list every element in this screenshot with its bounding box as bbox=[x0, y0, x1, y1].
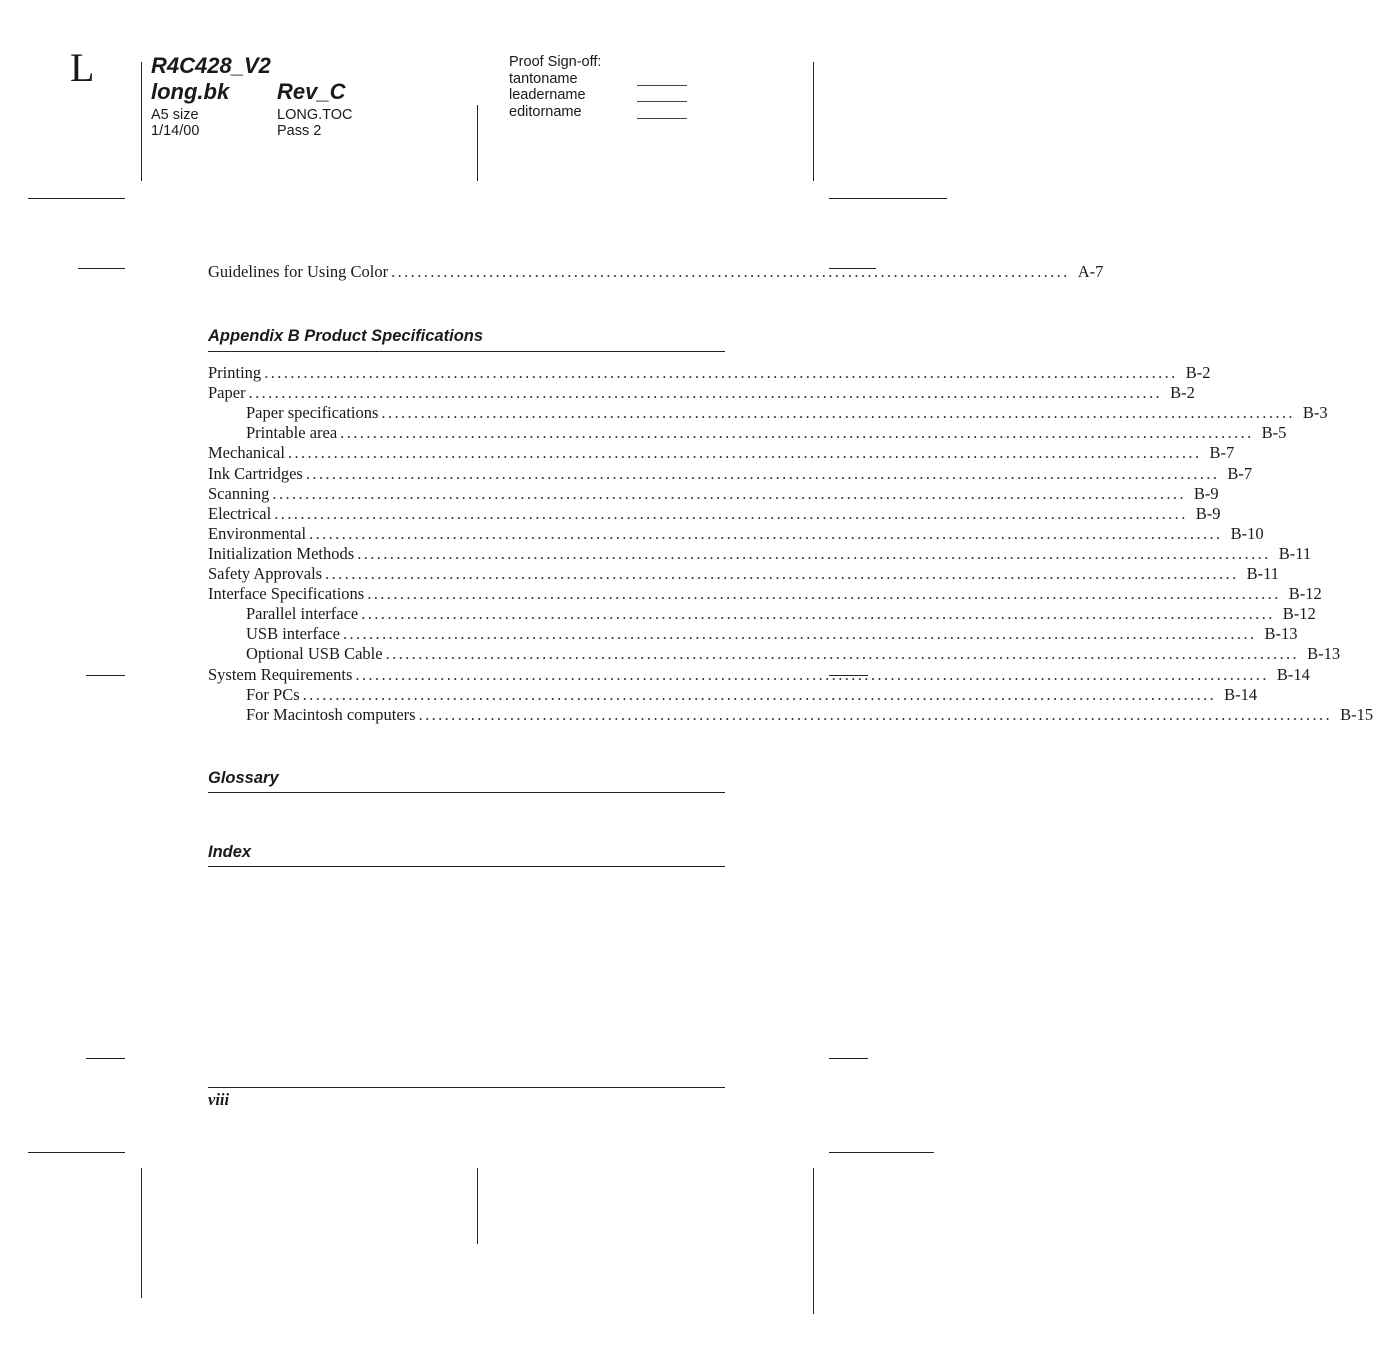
toc-entry-page: B-14 bbox=[1224, 684, 1258, 704]
toc-entry[interactable] bbox=[208, 704, 1373, 725]
toc-entry-label: USB interface bbox=[246, 624, 340, 644]
toc-list-appendix-b bbox=[208, 363, 1373, 725]
toc-entry-label: Paper specifications bbox=[246, 403, 379, 423]
toc-entry[interactable] bbox=[208, 483, 1219, 504]
toc-entry-label: Paper bbox=[208, 383, 246, 403]
signature-line bbox=[637, 101, 687, 102]
leader-dots: ............................................................................................................................................ bbox=[264, 363, 1178, 382]
date: 1/14/00 bbox=[151, 123, 200, 139]
leader-dots: ............................................................................................................................................ bbox=[381, 403, 1295, 423]
toc-entry[interactable] bbox=[208, 664, 1310, 685]
leader-dots: ............................................................................................................................................ bbox=[385, 644, 1300, 664]
leader-dots: ............................................................................................................................................ bbox=[355, 664, 1269, 684]
leader-dots: ............................................................................................................................................ bbox=[287, 443, 1202, 463]
leader-dots: ............................................................................................................................................ bbox=[342, 624, 1257, 644]
toc-entry-label: Electrical bbox=[208, 503, 272, 523]
leader-dots: ............................................................................................................................................ bbox=[305, 463, 1220, 483]
crop-mark bbox=[813, 1168, 814, 1314]
toc-entry-label: Safety Approvals bbox=[208, 564, 323, 583]
leader-dots: ............................................................................................................................................ bbox=[357, 543, 1271, 563]
proof-name: leadername bbox=[509, 87, 586, 103]
toc-entry-label: For Macintosh computers bbox=[246, 704, 416, 724]
toc-entry-label: Scanning bbox=[208, 483, 270, 503]
toc-entry-label: Parallel interface bbox=[246, 604, 359, 624]
crop-mark bbox=[477, 105, 478, 181]
toc-entry-page: B-15 bbox=[1340, 704, 1373, 724]
revision: Rev_C bbox=[277, 79, 346, 104]
toc-entry[interactable] bbox=[208, 463, 1253, 484]
crop-mark bbox=[141, 62, 142, 181]
toc-entry-page: B-7 bbox=[1209, 443, 1235, 463]
file-name: LONG.TOC bbox=[277, 107, 353, 123]
leader-dots: ............................................................................................................................................ bbox=[340, 423, 1254, 443]
toc-entry-label: Ink Cartridges bbox=[208, 463, 303, 483]
page-side-letter: L bbox=[70, 45, 95, 90]
leader-dots: ............................................................................................................................................ bbox=[302, 684, 1217, 704]
leader-dots: ........................................................................................................ bbox=[391, 262, 1070, 281]
leader-dots: ............................................................................................................................................ bbox=[274, 503, 1188, 523]
leader-dots: ............................................................................................................................................ bbox=[361, 604, 1275, 624]
toc-entry[interactable] bbox=[208, 564, 1279, 584]
toc-entry-label: For PCs bbox=[246, 684, 300, 704]
crop-mark bbox=[86, 1058, 125, 1059]
crop-mark bbox=[813, 62, 814, 181]
heading-rule bbox=[208, 866, 725, 867]
toc-entry-label: Interface Specifications bbox=[208, 584, 365, 604]
toc-entry[interactable] bbox=[208, 604, 1316, 624]
toc-entry[interactable] bbox=[208, 403, 1328, 423]
proof-name: tantoname bbox=[509, 71, 578, 87]
signature-line bbox=[637, 85, 687, 86]
crop-mark bbox=[829, 1058, 868, 1059]
toc-entry[interactable] bbox=[208, 262, 1104, 282]
crop-mark bbox=[829, 1152, 934, 1153]
toc-entry[interactable] bbox=[208, 644, 1341, 664]
toc-entry-page: B-9 bbox=[1193, 483, 1219, 503]
toc-entry-page: A-7 bbox=[1077, 262, 1104, 281]
crop-mark bbox=[28, 1152, 125, 1153]
toc-entry[interactable] bbox=[208, 423, 1287, 443]
signature-line bbox=[637, 118, 687, 119]
crop-mark bbox=[28, 198, 125, 199]
page-size: A5 size bbox=[151, 107, 199, 123]
section-heading-index[interactable]: Index bbox=[208, 843, 252, 861]
toc-entry-page: B-11 bbox=[1246, 564, 1279, 583]
toc-entry-label: Environmental bbox=[208, 523, 307, 543]
page-folio: viii bbox=[208, 1090, 230, 1109]
crop-mark bbox=[86, 675, 125, 676]
heading-rule bbox=[208, 792, 725, 793]
section-heading-appendix-b: Appendix B Product Specifications bbox=[208, 327, 484, 345]
toc-entry-page: B-12 bbox=[1288, 584, 1322, 604]
toc-entry[interactable] bbox=[208, 543, 1312, 564]
toc-entry-page: B-13 bbox=[1307, 644, 1341, 664]
toc-entry[interactable] bbox=[208, 624, 1298, 644]
toc-entry-label: Printable area bbox=[246, 423, 338, 443]
section-heading-glossary[interactable]: Glossary bbox=[208, 769, 279, 787]
toc-entry-label: Printing bbox=[208, 363, 262, 382]
toc-entry[interactable] bbox=[208, 363, 1211, 383]
toc-entry-label: Mechanical bbox=[208, 443, 285, 463]
toc-entry-page: B-14 bbox=[1276, 664, 1310, 684]
toc-entry[interactable] bbox=[208, 584, 1322, 604]
leader-dots: ............................................................................................................................................ bbox=[272, 483, 1186, 503]
crop-mark bbox=[477, 1168, 478, 1244]
pass-number: Pass 2 bbox=[277, 123, 322, 139]
toc-entry[interactable] bbox=[208, 383, 1195, 403]
toc-entry-label: Initialization Methods bbox=[208, 543, 355, 563]
leader-dots: ............................................................................................................................................ bbox=[367, 584, 1281, 604]
heading-rule bbox=[208, 351, 725, 352]
crop-mark bbox=[78, 268, 125, 269]
toc-entry-label: System Requirements bbox=[208, 664, 353, 684]
crop-mark bbox=[829, 198, 947, 199]
toc-entry-page: B-10 bbox=[1230, 523, 1264, 543]
crop-mark bbox=[141, 1168, 142, 1298]
leader-dots: ............................................................................................................................................ bbox=[325, 564, 1239, 583]
toc-entry-page: B-13 bbox=[1264, 624, 1298, 644]
book-name: long.bk bbox=[151, 79, 230, 104]
toc-entry[interactable] bbox=[208, 523, 1264, 544]
footer-rule bbox=[208, 1087, 725, 1088]
toc-entry-page: B-7 bbox=[1227, 463, 1253, 483]
proof-name: editorname bbox=[509, 104, 582, 120]
toc-entry-page: B-11 bbox=[1278, 543, 1312, 563]
toc-entry-page: B-12 bbox=[1282, 604, 1316, 624]
leader-dots: ............................................................................................................................................ bbox=[418, 704, 1333, 724]
proof-signoff-title: Proof Sign-off: bbox=[509, 54, 602, 70]
toc-entry-page: B-3 bbox=[1302, 403, 1328, 423]
leader-dots: ............................................................................................................................................ bbox=[309, 523, 1223, 543]
toc-entry[interactable] bbox=[208, 443, 1235, 463]
toc-entry-page: B-2 bbox=[1185, 363, 1211, 382]
toc-entry[interactable] bbox=[208, 503, 1221, 524]
toc-entry-page: B-9 bbox=[1195, 503, 1221, 523]
toc-entry-label: Optional USB Cable bbox=[246, 644, 383, 664]
document-title: R4C428_V2 bbox=[151, 53, 271, 78]
toc-entry-label: Guidelines for Using Color bbox=[208, 262, 389, 281]
toc-entry-page: B-2 bbox=[1170, 383, 1195, 403]
toc-entry-page: B-5 bbox=[1261, 423, 1287, 443]
toc-entry[interactable] bbox=[208, 684, 1258, 705]
leader-dots: ............................................................................................................................................ bbox=[248, 383, 1163, 403]
